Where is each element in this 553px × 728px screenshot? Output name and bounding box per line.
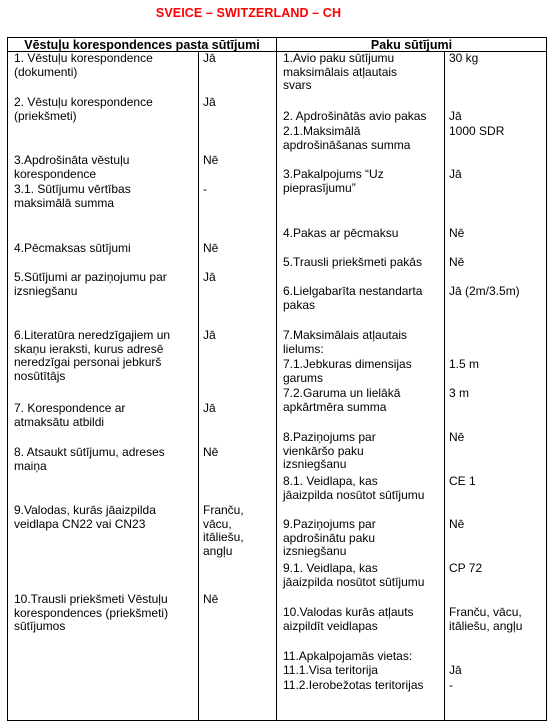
right-row-value: 30 kg (449, 51, 479, 65)
right-row-value: Jā (449, 167, 462, 181)
left-row-value: Jā (203, 401, 216, 415)
right-row-label: 8.Paziņojums par vienkāršo paku izsniegšanu (283, 430, 376, 472)
right-row-value: Jā (2m/3.5m) (449, 284, 520, 298)
right-row-value: Franču, vācu, itāliešu, angļu (449, 605, 523, 633)
letter-mail-header: Vēstuļu korespondences pasta sūtījumi (24, 38, 260, 52)
right-row-label: 5.Trausli priekšmeti pakās (283, 255, 422, 269)
left-row-label: 1. Vēstuļu korespondence (dokumenti) (14, 51, 153, 79)
left-row-value: Nē (203, 153, 219, 167)
left-row-label: 2. Vēstuļu korespondence (priekšmeti) (14, 95, 153, 123)
left-row-value: Jā (203, 270, 216, 284)
left-row-label: 8. Atsaukt sūtījumu, adreses maiņa (14, 445, 165, 473)
right-row-value: 1000 SDR (449, 124, 505, 138)
left-row-value: Nē (203, 445, 219, 459)
right-row-label: 6.Lielgabarīta nestandarta pakas (283, 284, 423, 312)
right-row-value: Jā (449, 109, 462, 123)
right-row-label: 11.2.Ierobežotas teritorijas (283, 678, 424, 692)
right-row-label: 3.Pakalpojums “Uz pieprasījumu” (283, 167, 384, 195)
left-row-label: 3.Apdrošināta vēstuļu korespondence (14, 153, 130, 181)
left-row-label: 3.1. Sūtījumu vērtības maksimālā summa (14, 182, 131, 210)
right-row-value: Nē (449, 517, 465, 531)
left-row-label: 10.Trausli priekšmeti Vēstuļu korespondences (priekšmeti) sūtījumos (14, 592, 169, 634)
left-row-label: 5.Sūtījumi ar paziņojumu par izsniegšanu (14, 270, 167, 298)
right-row-label: 8.1. Veidlapa, kas jāaizpilda nosūtot sūtījumu (283, 474, 425, 502)
right-row-label: 7.Maksimālais atļautais lielums: (283, 328, 408, 356)
right-row-label: 7.1.Jebkuras dimensijas garums (283, 357, 412, 385)
right-row-value: - (449, 678, 453, 692)
left-row-label: 7. Korespondence ar atmaksātu atbildi (14, 401, 126, 429)
left-row-label: 4.Pēcmaksas sūtījumi (14, 241, 131, 255)
left-row-value: Franču, vācu, itāliešu, angļu (203, 503, 244, 558)
left-value-divider (198, 51, 199, 721)
right-row-value: Nē (449, 430, 465, 444)
right-row-label: 1.Avio paku sūtījumu maksimālais atļautais svars (283, 51, 398, 93)
left-row-value: Nē (203, 592, 219, 606)
right-row-label: 4.Pakas ar pēcmaksu (283, 226, 399, 240)
right-row-value: Nē (449, 255, 465, 269)
right-row-value: Nē (449, 226, 465, 240)
parcel-header: Paku sūtījumi (370, 38, 453, 52)
left-row-label: 6.Literatūra neredzīgajiem un skaņu ieraksti, kurus adresē neredzīgai personai jebkurš nosūtītājs (14, 328, 171, 383)
right-value-divider (444, 51, 445, 721)
section-divider (276, 37, 277, 721)
right-row-value: CE 1 (449, 474, 476, 488)
right-row-value: 3 m (449, 386, 470, 400)
left-row-value: Nē (203, 241, 219, 255)
right-row-label: 7.2.Garuma un lielākā apkārtmēra summa (283, 386, 401, 414)
right-row-value: 1.5 m (449, 357, 480, 371)
right-row-label: 10.Valodas kurās atļauts aizpildīt veidlapas (283, 605, 414, 633)
left-row-value: - (203, 182, 207, 196)
right-row-label: 11.Apkalpojamās vietas: 11.1.Visa teritorija (283, 649, 413, 677)
right-row-value: Jā (449, 663, 462, 677)
left-row-value: Jā (203, 51, 216, 65)
right-row-label: 9.Paziņojums par apdrošinātu paku izsniegšanu (283, 517, 376, 559)
right-row-label: 2.1.Maksimālā apdrošināšanas summa (283, 124, 411, 152)
page-title: SVEICE – SWITZERLAND – CH (155, 6, 342, 20)
right-row-label: 9.1. Veidlapa, kas jāaizpilda nosūtot sūtījumu (283, 561, 425, 589)
left-row-value: Jā (203, 95, 216, 109)
right-row-value: CP 72 (449, 561, 483, 575)
left-row-value: Jā (203, 328, 216, 342)
right-row-label: 2. Apdrošinātās avio pakas (283, 109, 427, 123)
left-row-label: 9.Valodas, kurās jāaizpilda veidlapa CN22 vai CN23 (14, 503, 156, 531)
